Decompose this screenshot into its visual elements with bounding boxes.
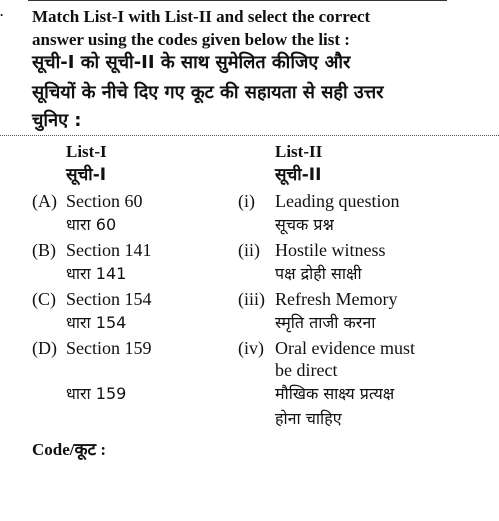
list2-item-en-continued: be direct: [275, 360, 338, 380]
list1-item-en: Section 60: [66, 191, 143, 211]
question-text-en-line-1: Match List-I with List-II and select the correct: [32, 7, 371, 26]
list2-item-marker: (i): [238, 191, 255, 211]
list2-item-marker: (iii): [238, 289, 265, 309]
list1-item-hi: धारा 60: [66, 215, 117, 234]
list2-item-hi: मौखिक साक्ष्य प्रत्यक्ष: [275, 384, 395, 403]
list2-item-hi: पक्ष द्रोही साक्षी: [275, 264, 362, 283]
list1-item-en: Section 154: [66, 289, 152, 309]
list1-item-marker: (B): [32, 240, 56, 260]
list2-item-en: Leading question: [275, 191, 400, 211]
list2-item-hi: स्मृति ताजी करना: [275, 313, 376, 332]
question-text-hi-line-1: सूची-I को सूची-II के साथ सुमेलित कीजिए और: [32, 52, 351, 73]
list2-item-hi-continued: होना चाहिए: [275, 409, 342, 428]
list2-heading-en: List-II: [275, 142, 323, 161]
list1-item-hi: धारा 159: [66, 384, 127, 403]
list1-item-hi: धारा 154: [66, 313, 127, 332]
list2-item-marker: (iv): [238, 338, 264, 358]
list1-item-hi: धारा 141: [66, 264, 127, 283]
list1-heading-en: List-I: [66, 142, 107, 161]
list1-item-en: Section 159: [66, 338, 152, 358]
section-divider: [0, 135, 499, 136]
list2-item-en: Hostile witness: [275, 240, 386, 260]
code-label: Code/कूट :: [32, 440, 107, 459]
list1-item-marker: (D): [32, 338, 57, 358]
list1-item-marker: (A): [32, 191, 57, 211]
list1-heading-hi: सूची-I: [66, 165, 107, 185]
list1-item-en: Section 141: [66, 240, 152, 260]
question-text-en-line-2: answer using the codes given below the list :: [32, 30, 350, 49]
list1-item-marker: (C): [32, 289, 56, 309]
question-text-hi-line-3: चुनिए :: [32, 110, 82, 131]
list2-item-en: Refresh Memory: [275, 289, 398, 309]
list2-item-hi: सूचक प्रश्न: [275, 215, 334, 234]
question-text-hi-line-2: सूचियों के नीचे दिए गए कूट की सहायता से सही उत्तर: [32, 82, 384, 103]
list2-item-marker: (ii): [238, 240, 260, 260]
question-marker: .: [0, 4, 4, 19]
list2-heading-hi: सूची-II: [275, 165, 322, 185]
top-rule: [28, 0, 447, 1]
list2-item-en: Oral evidence must: [275, 338, 415, 358]
